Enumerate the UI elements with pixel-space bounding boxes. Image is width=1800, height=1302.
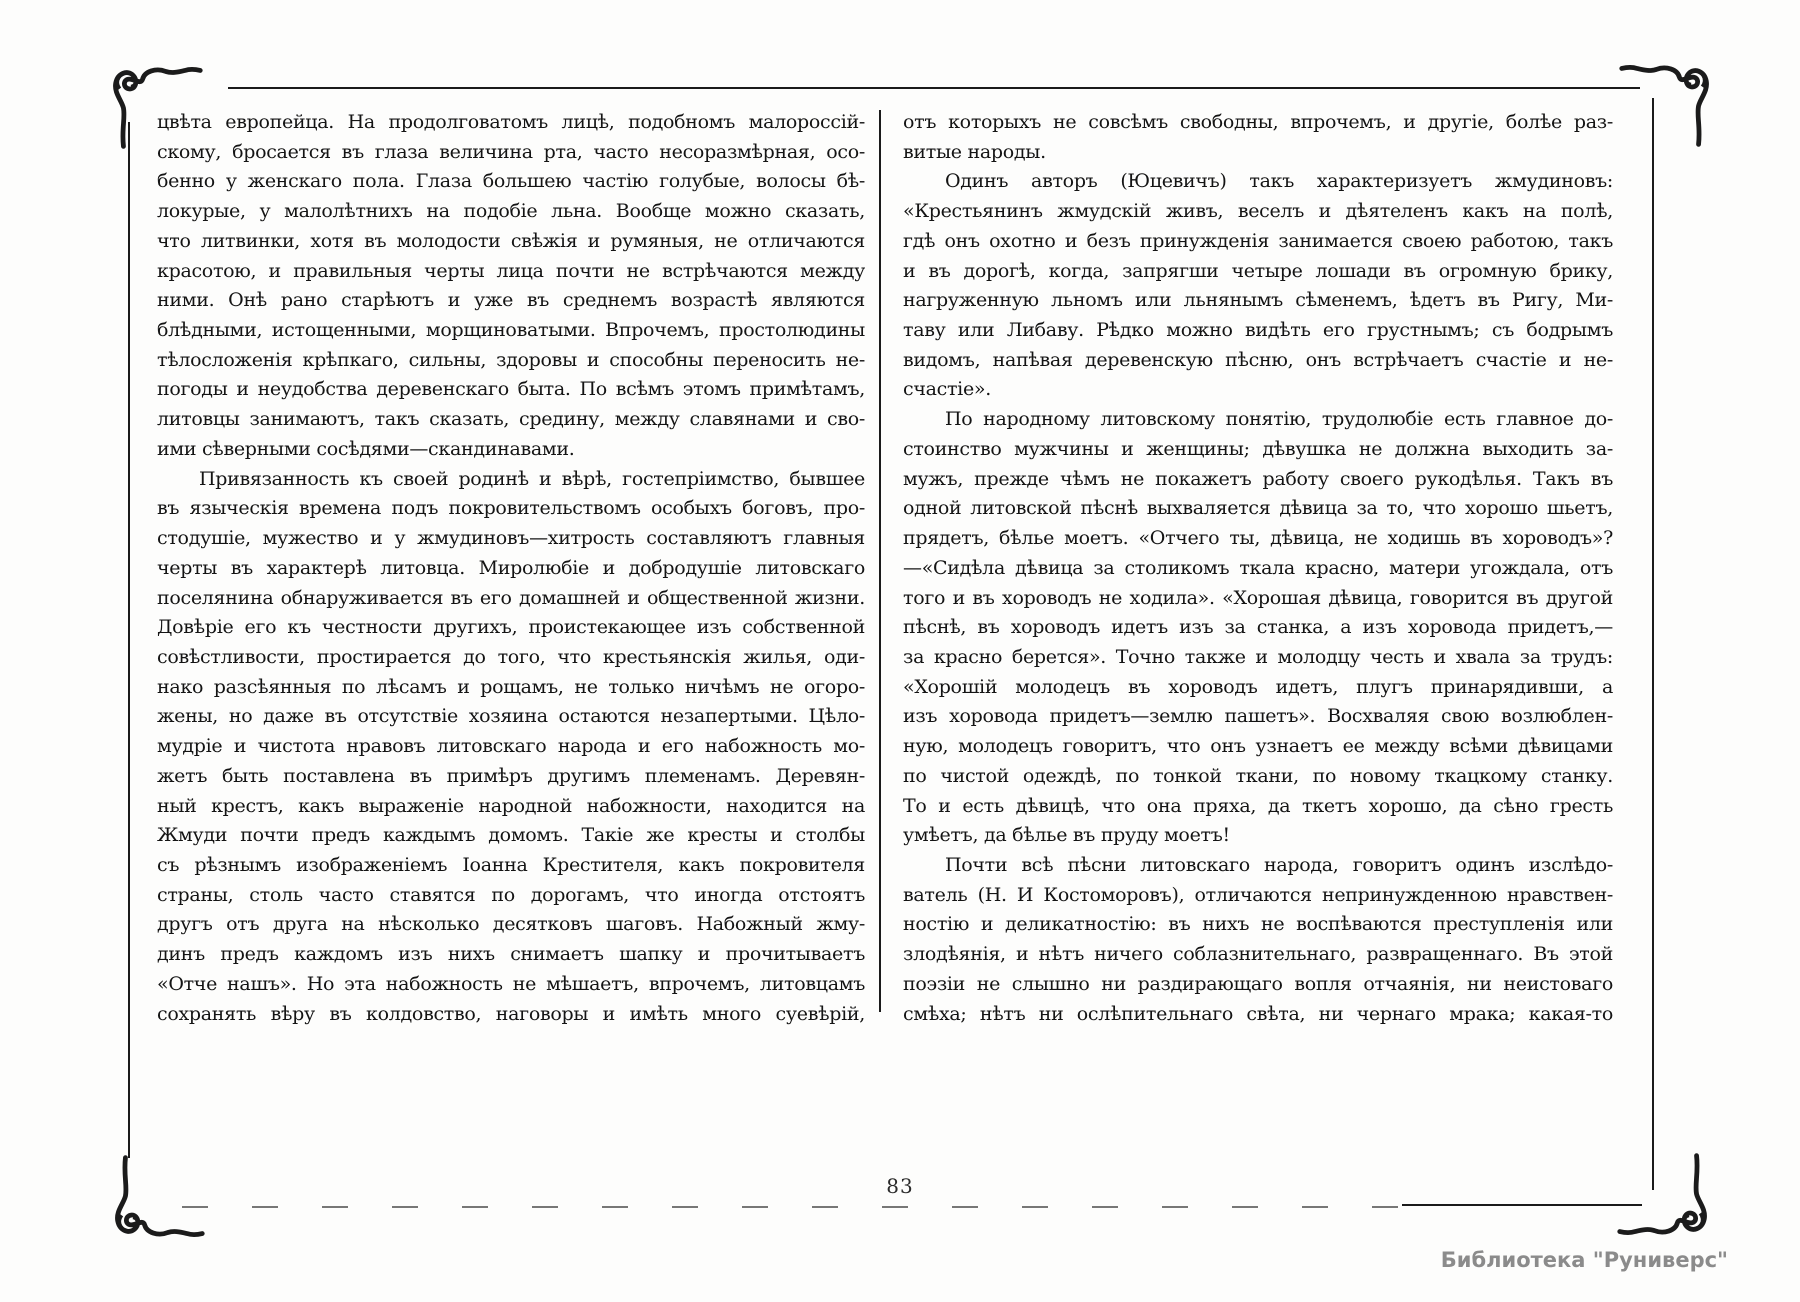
text-line: стодушіе, мужество и у жмудиновъ—хитрость составляютъ главныя [157,527,865,550]
text-line: одной литовской пѣснѣ выхваляется дѣвица за то, что хорошо шьетъ, [903,497,1613,520]
page-border-bottom-dashed [182,1206,1400,1208]
text-line: умѣетъ, да бѣлье въ пруду моетъ! [903,824,1230,847]
right-column [903,108,1613,1029]
text-line: «Хорошій молодецъ въ хороводъ идетъ, плугъ принарядивши, а [903,675,1613,698]
text-line: жены, но даже въ отсутствіе хозяина остаются незапертыми. Цѣло- [157,705,865,728]
page-border-right [1652,98,1654,1190]
left-column [157,108,865,1029]
text-line: То и есть дѣвицѣ, что она пряха, да ткетъ хорошо, да сѣно гресть [903,794,1613,817]
text-line: «Отче нашъ». Но эта набожность не мѣшаетъ, впрочемъ, литовцамъ [157,972,865,995]
text-line: витые народы. [903,140,1046,163]
text-line: «Крестьянинъ жмудскій живъ, веселъ и дѣятеленъ какъ на полѣ, [903,200,1613,223]
text-line: пѣснѣ, въ хороводъ идетъ изъ за станка, а изъ хоровода придетъ,— [903,616,1613,639]
text-line: черты въ характерѣ литовца. Миролюбіе и добродушіе литовскаго [157,556,865,579]
text-line: таву или Либаву. Рѣдко можно видѣть его грустнымъ; съ бодрымъ [903,319,1613,342]
text-line: по чистой одеждѣ, по тонкой ткани, по новому ткацкому станку. [903,764,1613,787]
text-line: за красно берется». Точно также и молодцу честь и хвала за трудъ: [903,645,1613,668]
text-line: цвѣта европейца. На продолговатомъ лицѣ, подобномъ малороссій- [157,111,865,133]
text-line: поселянина обнаруживается въ его домашней и общественной жизни. [157,586,865,609]
corner-ornament-bottom-right [1614,1148,1710,1244]
page-number: 83 [886,1174,914,1198]
text-line: литовцы занимаютъ, такъ сказать, средину, между славянами и сво- [157,408,865,431]
text-line: ный крестъ, какъ выраженіе народной набожности, находится на [157,794,865,817]
column-divider-rule [879,110,881,1012]
text-line: локурые, у малолѣтнихъ на подобіе льна. Вообще можно сказать, [157,200,865,223]
text-line: злодѣянія, и нѣтъ ничего соблазнительнаго, развращеннаго. Въ этой [903,943,1613,966]
text-line: ную, молодецъ говоритъ, что онъ узнаетъ ее между всѣми дѣвицами [903,735,1613,758]
text-line: мудріе и чистота нравовъ литовскаго народа и его набожность мо- [157,735,865,758]
text-line: прядетъ, бѣлье моетъ. «Отчего ты, дѣвица, не ходишь въ хороводъ»? [903,527,1613,550]
text-line: стоинство мужчины и женщины; дѣвушка не должна выходить за- [903,437,1613,460]
text-line: видомъ, напѣвая деревенскую пѣсню, онъ встрѣчаетъ счастіе и не- [903,348,1613,371]
text-line: совѣстливости, простирается до того, что крестьянскія жилья, оди- [157,645,865,668]
text-line: страны, столь часто ставятся по дорогамъ, что иногда отстоятъ [157,883,865,906]
text-line: того и въ хороводъ не ходила». «Хорошая дѣвица, говорится въ другой [903,586,1613,609]
text-line: Довѣріе его къ честности другихъ, проистекающее изъ собственной [157,616,865,639]
text-line: другъ отъ друга на нѣсколько десятковъ шаговъ. Набожный жму- [157,913,865,936]
page-border-top [228,87,1640,89]
text-line: динъ предъ каждомъ изъ нихъ снимаетъ шапку и прочитываетъ [157,943,865,966]
text-line: Почти всѣ пѣсни литовскаго народа, говоритъ одинъ изслѣдо- [945,853,1613,876]
text-line: погоды и неудобства деревенскаго быта. По всѣмъ этомъ примѣтамъ, [157,378,865,401]
text-line: нагруженную льномъ или льнянымъ сѣменемъ, ѣдетъ въ Ригу, Ми- [903,289,1613,312]
text-line: счастіе». [903,378,991,401]
text-line: Жмуди почти предъ каждымъ домомъ. Такіе же кресты и столбы [157,824,865,847]
text-line: и въ дорогѣ, когда, запрягши четыре лошади въ огромную брику, [903,259,1613,282]
library-watermark: Библиотека "Руниверс" [1440,1248,1728,1272]
text-line: смѣха; нѣтъ ни ослѣпительнаго свѣта, ни чернаго мрака; какая-то [903,1002,1613,1025]
page-border-bottom-solid [1402,1204,1642,1206]
text-line: ими сѣверными сосѣдями—скандинавами. [157,437,575,460]
text-line: что литвинки, хотя въ молодости свѣжія и румяныя, не отличаются [157,229,865,252]
text-line: —«Сидѣла дѣвица за столикомъ ткала красно, матери угождала, отъ [903,556,1613,579]
text-line: бенно у женскаго пола. Глаза большею частію голубые, волосы бѣ- [157,170,865,193]
text-line: По народному литовскому понятію, трудолюбіе есть главное до- [945,408,1613,431]
text-line: Одинъ авторъ (Юцевичъ) такъ характеризуетъ жмудиновъ: [945,170,1613,193]
text-line: сохранять вѣру въ колдовство, наговоры и имѣть много суевѣрій, [157,1002,865,1025]
text-line: съ рѣзнымъ изображеніемъ Іоанна Крестителя, какъ покровителя [157,853,865,876]
text-line: ватель (Н. И Костоморовъ), отличаются непринужденною нравствен- [903,883,1613,906]
text-line: блѣдными, истощенными, морщиноватыми. Впрочемъ, простолюдины [157,319,865,342]
corner-ornament-top-right [1616,56,1712,152]
text-line: Привязанность къ своей родинѣ и вѣрѣ, гостепріимство, бывшее [199,467,865,490]
text-line: отъ которыхъ не совсѣмъ свободны, впрочемъ, и другіе, болѣе раз- [903,111,1613,133]
page-border-left [128,122,130,1158]
text-line: скому, бросается въ глаза величина рта, часто несоразмѣрная, осо- [157,140,865,163]
text-line: въ языческія времена подъ покровительствомъ особыхъ боговъ, про- [157,497,865,520]
text-line: мужъ, прежде чѣмъ не покажетъ работу своего рукодѣлья. Такъ въ [903,467,1613,490]
text-line: красотою, и правильныя черты лица почти не встрѣчаются между [157,259,865,282]
text-line: гдѣ онъ охотно и безъ принужденія занимается своею работою, такъ [903,229,1613,252]
text-line: тѣлосложенія крѣпкаго, сильны, здоровы и способны переносить не- [157,348,865,371]
text-line: поэзіи не слышно ни раздирающаго вопля отчаянія, ни неистоваго [903,972,1613,995]
text-line: ними. Онѣ рано старѣютъ и уже въ среднемъ возрастѣ являются [157,289,865,312]
text-line: нако разсѣянныя по лѣсамъ и рощамъ, не только ничѣмъ не огоро- [157,675,865,698]
text-line: жетъ быть поставлена въ примѣръ другимъ племенамъ. Деревян- [157,764,865,787]
corner-ornament-bottom-left [112,1150,208,1246]
text-line: ностію и деликатностію: въ нихъ не воспѣваются преступленія или [903,913,1613,936]
text-line: изъ хоровода придетъ—землю пашетъ». Восхваляя свою возлюблен- [903,705,1613,728]
